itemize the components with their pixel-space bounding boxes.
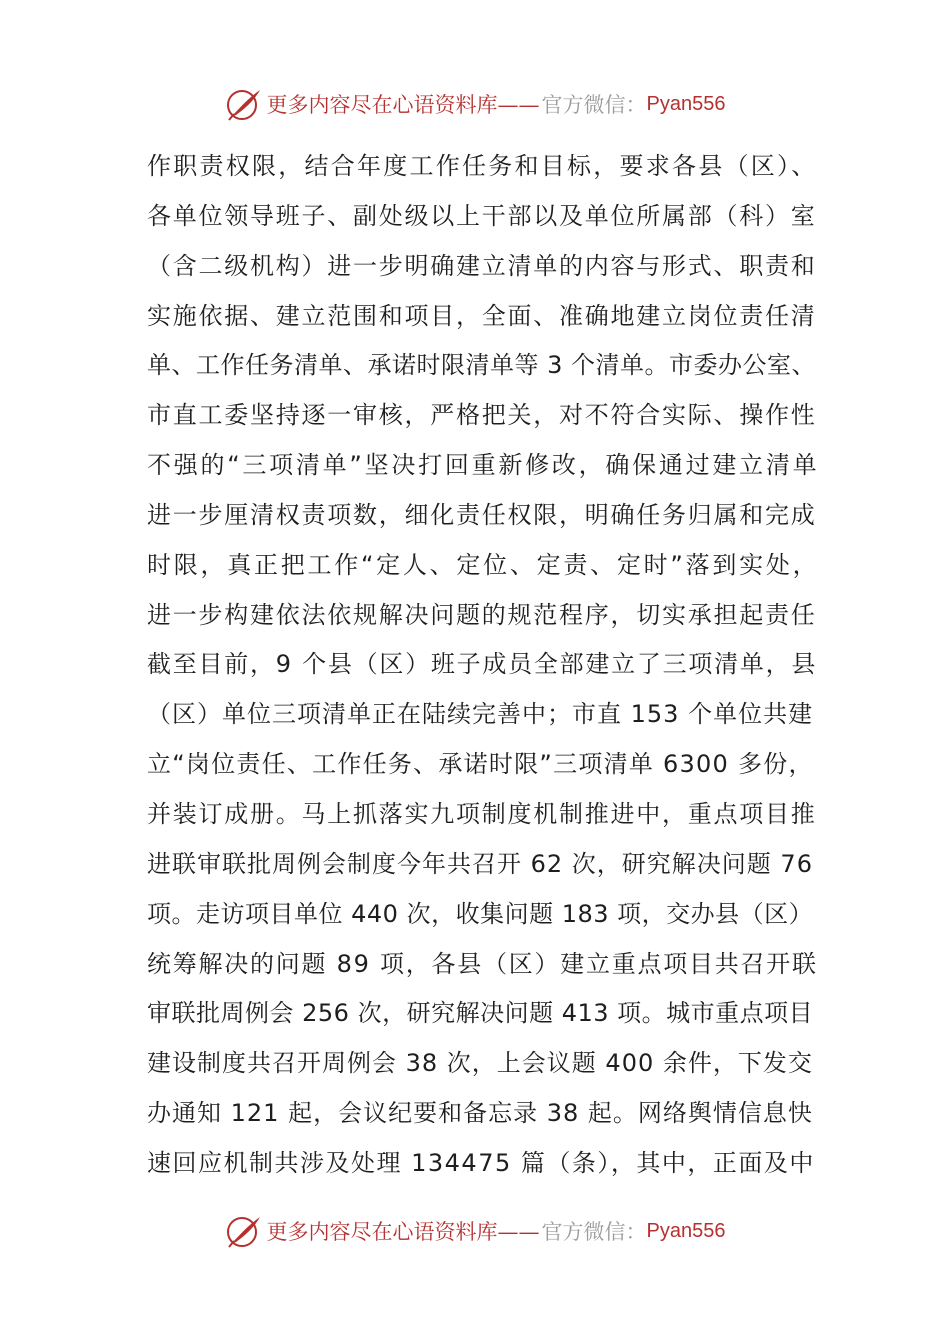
text-line: 不强的“三项清单”坚决打回重新修改，确保通过建立清单 <box>147 451 820 480</box>
banner-text: 更多内容尽在心语资料库—— <box>266 1220 540 1244</box>
banner-wechat-label: 官方微信： <box>541 1220 647 1244</box>
text-line: 市直工委坚持逐一审核，严格把关，对不符合实际、操作性 <box>147 401 817 430</box>
text-line: 作职责权限，结合年度工作任务和目标，要求各县（区）、 <box>147 152 818 180</box>
text-line: 进联审联批周例会制度今年共召开 62 次，研究解决问题 76 <box>147 849 813 878</box>
text-line: 审联批周例会 256 次，研究解决问题 413 项。城市重点项目 <box>147 999 814 1028</box>
text-line: 进一步厘清权责项数，细化责任权限，明确任务归属和完成 <box>147 500 817 529</box>
footer-banner <box>0 1211 950 1251</box>
banner-wechat-id: Pyan556 <box>646 92 726 115</box>
banner-wechat-id: Pyan556 <box>646 1219 726 1242</box>
text-line: （区）单位三项清单正在陆续完善中；市直 153 个单位共建 <box>147 700 814 729</box>
quill-pen-logo-icon <box>225 1214 263 1248</box>
text-line: 项。走访项目单位 440 次，收集问题 183 项，交办县（区） <box>147 899 814 928</box>
text-line: 立“岗位责任、工作任务、承诺时限”三项清单 6300 多份， <box>147 750 814 779</box>
text-line: 单、工作任务清单、承诺时限清单等 3 个清单。市委办公室、 <box>147 351 817 380</box>
text-line: 进一步构建依法依规解决问题的规范程序，切实承担起责任 <box>147 600 817 629</box>
text-line: 各单位领导班子、副处级以上干部以及单位所属部（科）室 <box>147 201 817 230</box>
document-body <box>147 142 820 1189</box>
text-line: 速回应机制共涉及处理 134475 篇（条），其中，正面及中 <box>147 1148 815 1177</box>
quill-pen-logo-icon <box>225 87 263 121</box>
text-line: 办通知 121 起，会议纪要和备忘录 38 起。网络舆情信息快 <box>147 1099 813 1128</box>
header-banner <box>0 84 950 124</box>
text-line: 统筹解决的问题 89 项，各县（区）建立重点项目共召开联 <box>147 949 818 978</box>
text-line: （含二级机构）进一步明确建立清单的内容与形式、职责和 <box>147 251 817 280</box>
banner-text: 更多内容尽在心语资料库—— <box>266 93 540 117</box>
text-line: 建设制度共召开周例会 38 次，上会议题 400 余件，下发交 <box>147 1049 813 1078</box>
text-line: 截至目前，9 个县（区）班子成员全部建立了三项清单，县 <box>147 650 818 679</box>
banner-wechat-label: 官方微信： <box>541 93 647 117</box>
text-line: 并装订成册。马上抓落实九项制度机制推进中，重点项目推 <box>147 799 817 828</box>
text-line: 时限，真正把工作“定人、定位、定责、定时”落到实处， <box>147 550 820 579</box>
text-line: 实施依据、建立范围和项目，全面、准确地建立岗位责任清 <box>147 301 817 330</box>
